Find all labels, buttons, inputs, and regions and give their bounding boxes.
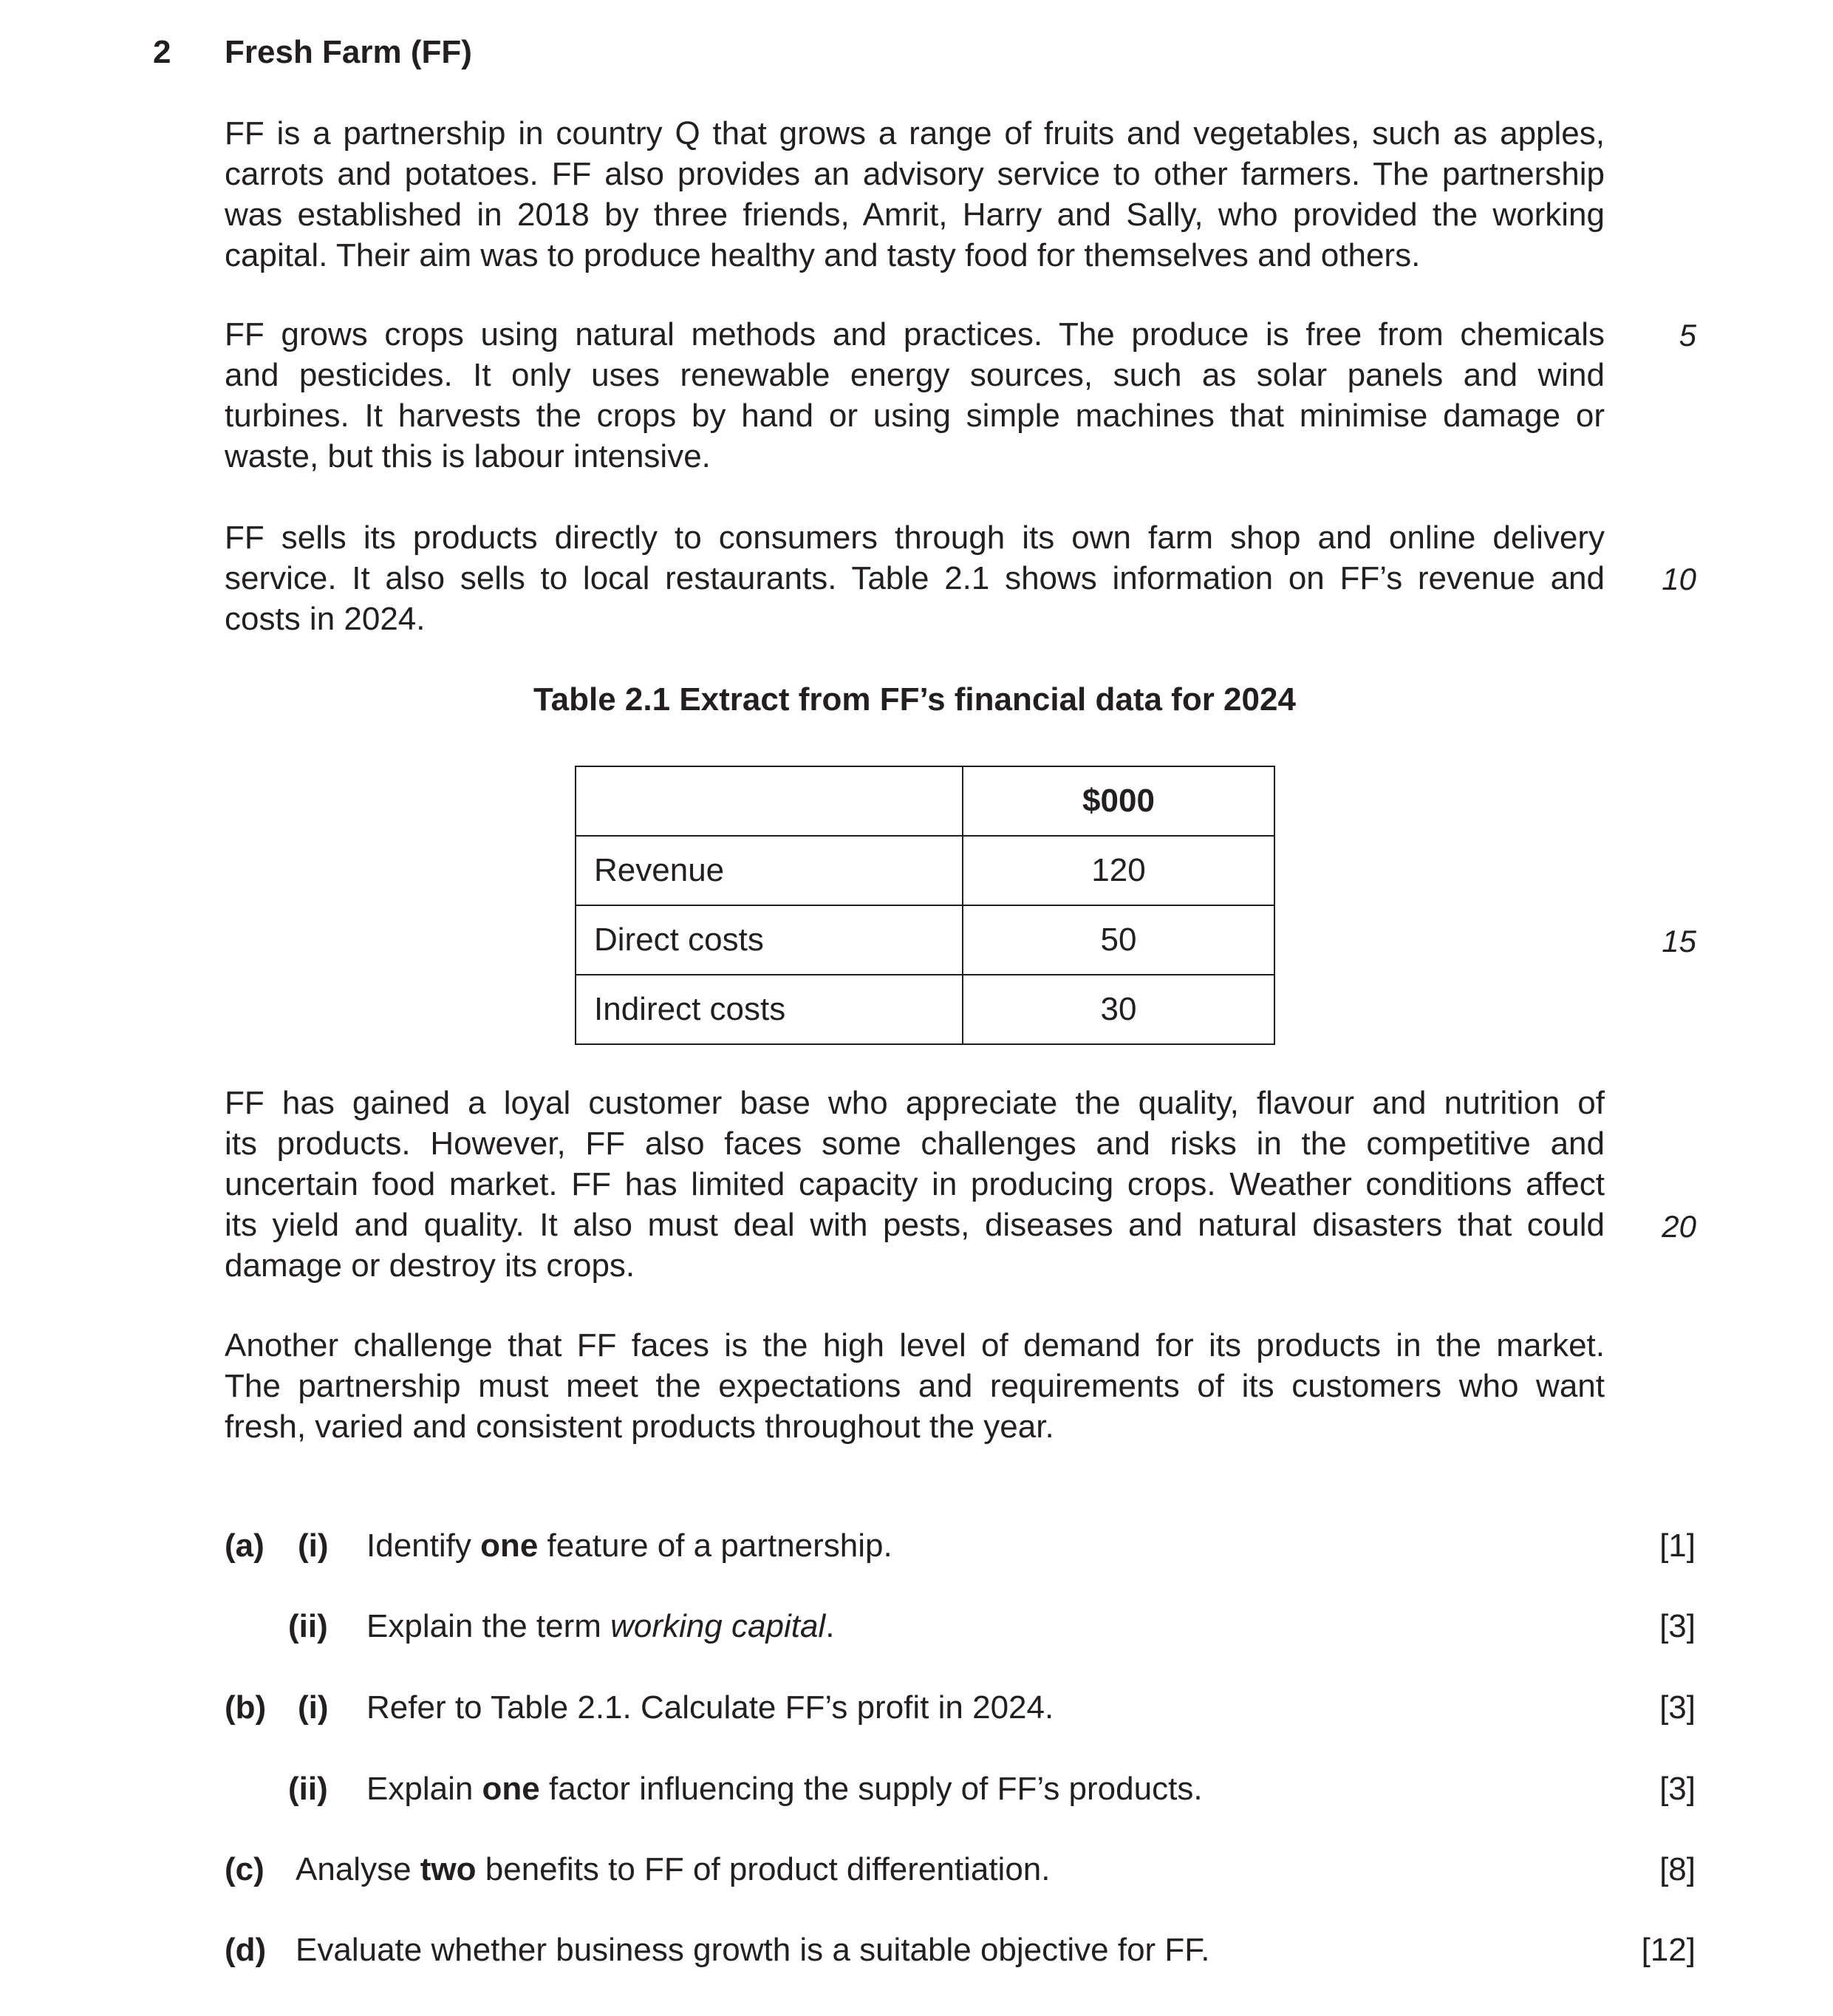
- paragraph-line: costs in 2024.: [225, 601, 426, 637]
- table-caption: Table 2.1 Extract from FF’s financial data for 2024: [533, 681, 1296, 718]
- question-a-ii-text: Explain the term working capital.: [366, 1608, 835, 1644]
- paragraph-5: [225, 1325, 1605, 1447]
- table-row: [576, 905, 1274, 975]
- question-a-i-marks: [1]: [1659, 1528, 1696, 1564]
- table-row: [576, 975, 1274, 1044]
- financial-data-table: [575, 766, 1275, 1045]
- paragraph-line: turbines. It harvests the crops by hand or using simple machines that minimise damage or: [225, 398, 1605, 434]
- question-title: Fresh Farm (FF): [225, 34, 472, 70]
- table-cell-value: 50: [963, 905, 1274, 975]
- paragraph-line: FF has gained a loyal customer base who appreciate the quality, flavour and nutrition of: [225, 1085, 1605, 1121]
- question-b-i-text: Refer to Table 2.1. Calculate FF’s profit in 2024.: [366, 1689, 1054, 1726]
- paragraph-2: [225, 314, 1605, 477]
- question-b-ii-marks: [3]: [1659, 1771, 1696, 1807]
- line-number-20: 20: [1662, 1209, 1696, 1244]
- paragraph-line: carrots and potatoes. FF also provides an advisory service to other farmers. The partnership: [225, 156, 1605, 192]
- table-header-row: [576, 766, 1274, 836]
- table-cell-label: Direct costs: [576, 905, 963, 975]
- paragraph-line: FF sells its products directly to consumers through its own farm shop and online delivery: [225, 520, 1605, 556]
- table-cell-label: Indirect costs: [576, 975, 963, 1044]
- paragraph-line: service. It also sells to local restaurants. Table 2.1 shows information on FF’s revenue and: [225, 560, 1605, 596]
- paragraph-1: [225, 113, 1605, 276]
- question-a-ii-marks: [3]: [1659, 1608, 1696, 1644]
- question-c-label: (c): [225, 1851, 264, 1887]
- table-row: [576, 836, 1274, 905]
- paragraph-line: waste, but this is labour intensive.: [225, 438, 711, 474]
- question-d-text: Evaluate whether business growth is a suitable objective for FF.: [296, 1932, 1210, 1968]
- table-header-unit: $000: [963, 766, 1274, 836]
- question-a-ii-label: (ii): [288, 1608, 328, 1644]
- paragraph-4: [225, 1083, 1605, 1286]
- paragraph-line: its products. However, FF also faces some challenges and risks in the competitive and: [225, 1126, 1605, 1162]
- question-d-label: (d): [225, 1932, 267, 1968]
- paragraph-line: fresh, varied and consistent products throughout the year.: [225, 1409, 1054, 1445]
- question-d-marks: [12]: [1641, 1932, 1696, 1968]
- paragraph-line: The partnership must meet the expectations and requirements of its customers who want: [225, 1368, 1605, 1404]
- question-a-i-text: Identify one feature of a partnership.: [366, 1528, 892, 1564]
- question-b-i-label: (i): [298, 1689, 329, 1726]
- paragraph-3: [225, 517, 1605, 639]
- table-cell-value: 120: [963, 836, 1274, 905]
- paragraph-line: was established in 2018 by three friends, Amrit, Harry and Sally, who provided the working: [225, 197, 1605, 233]
- paragraph-line: Another challenge that FF faces is the high level of demand for its products in the market.: [225, 1327, 1605, 1363]
- question-b-ii-text: Explain one factor influencing the supply of FF’s products.: [366, 1771, 1203, 1807]
- question-c-marks: [8]: [1659, 1851, 1696, 1887]
- question-b-label: (b): [225, 1689, 267, 1726]
- line-number-10: 10: [1662, 562, 1696, 596]
- table-cell-value: 30: [963, 975, 1274, 1044]
- paragraph-line: FF grows crops using natural methods and practices. The produce is free from chemicals: [225, 316, 1605, 353]
- question-b-ii-label: (ii): [288, 1771, 328, 1807]
- question-a-label: (a): [225, 1528, 264, 1564]
- line-number-5: 5: [1679, 318, 1696, 353]
- table-cell-label: Revenue: [576, 836, 963, 905]
- line-number-15: 15: [1662, 924, 1696, 958]
- paragraph-line: capital. Their aim was to produce healthy and tasty food for themselves and others.: [225, 237, 1421, 273]
- paragraph-line: and pesticides. It only uses renewable energy sources, such as solar panels and wind: [225, 357, 1605, 393]
- question-b-i-marks: [3]: [1659, 1689, 1696, 1726]
- paragraph-line: FF is a partnership in country Q that grows a range of fruits and vegetables, such as apples,: [225, 115, 1605, 151]
- question-c-text: Analyse two benefits to FF of product differentiation.: [296, 1851, 1051, 1887]
- table-header-blank: [576, 766, 963, 836]
- question-number: 2: [153, 34, 171, 70]
- paragraph-line: its yield and quality. It also must deal with pests, diseases and natural disasters that could: [225, 1207, 1605, 1243]
- paragraph-line: uncertain food market. FF has limited capacity in producing crops. Weather conditions affect: [225, 1166, 1605, 1202]
- paragraph-line: damage or destroy its crops.: [225, 1247, 635, 1284]
- question-a-i-label: (i): [298, 1528, 329, 1564]
